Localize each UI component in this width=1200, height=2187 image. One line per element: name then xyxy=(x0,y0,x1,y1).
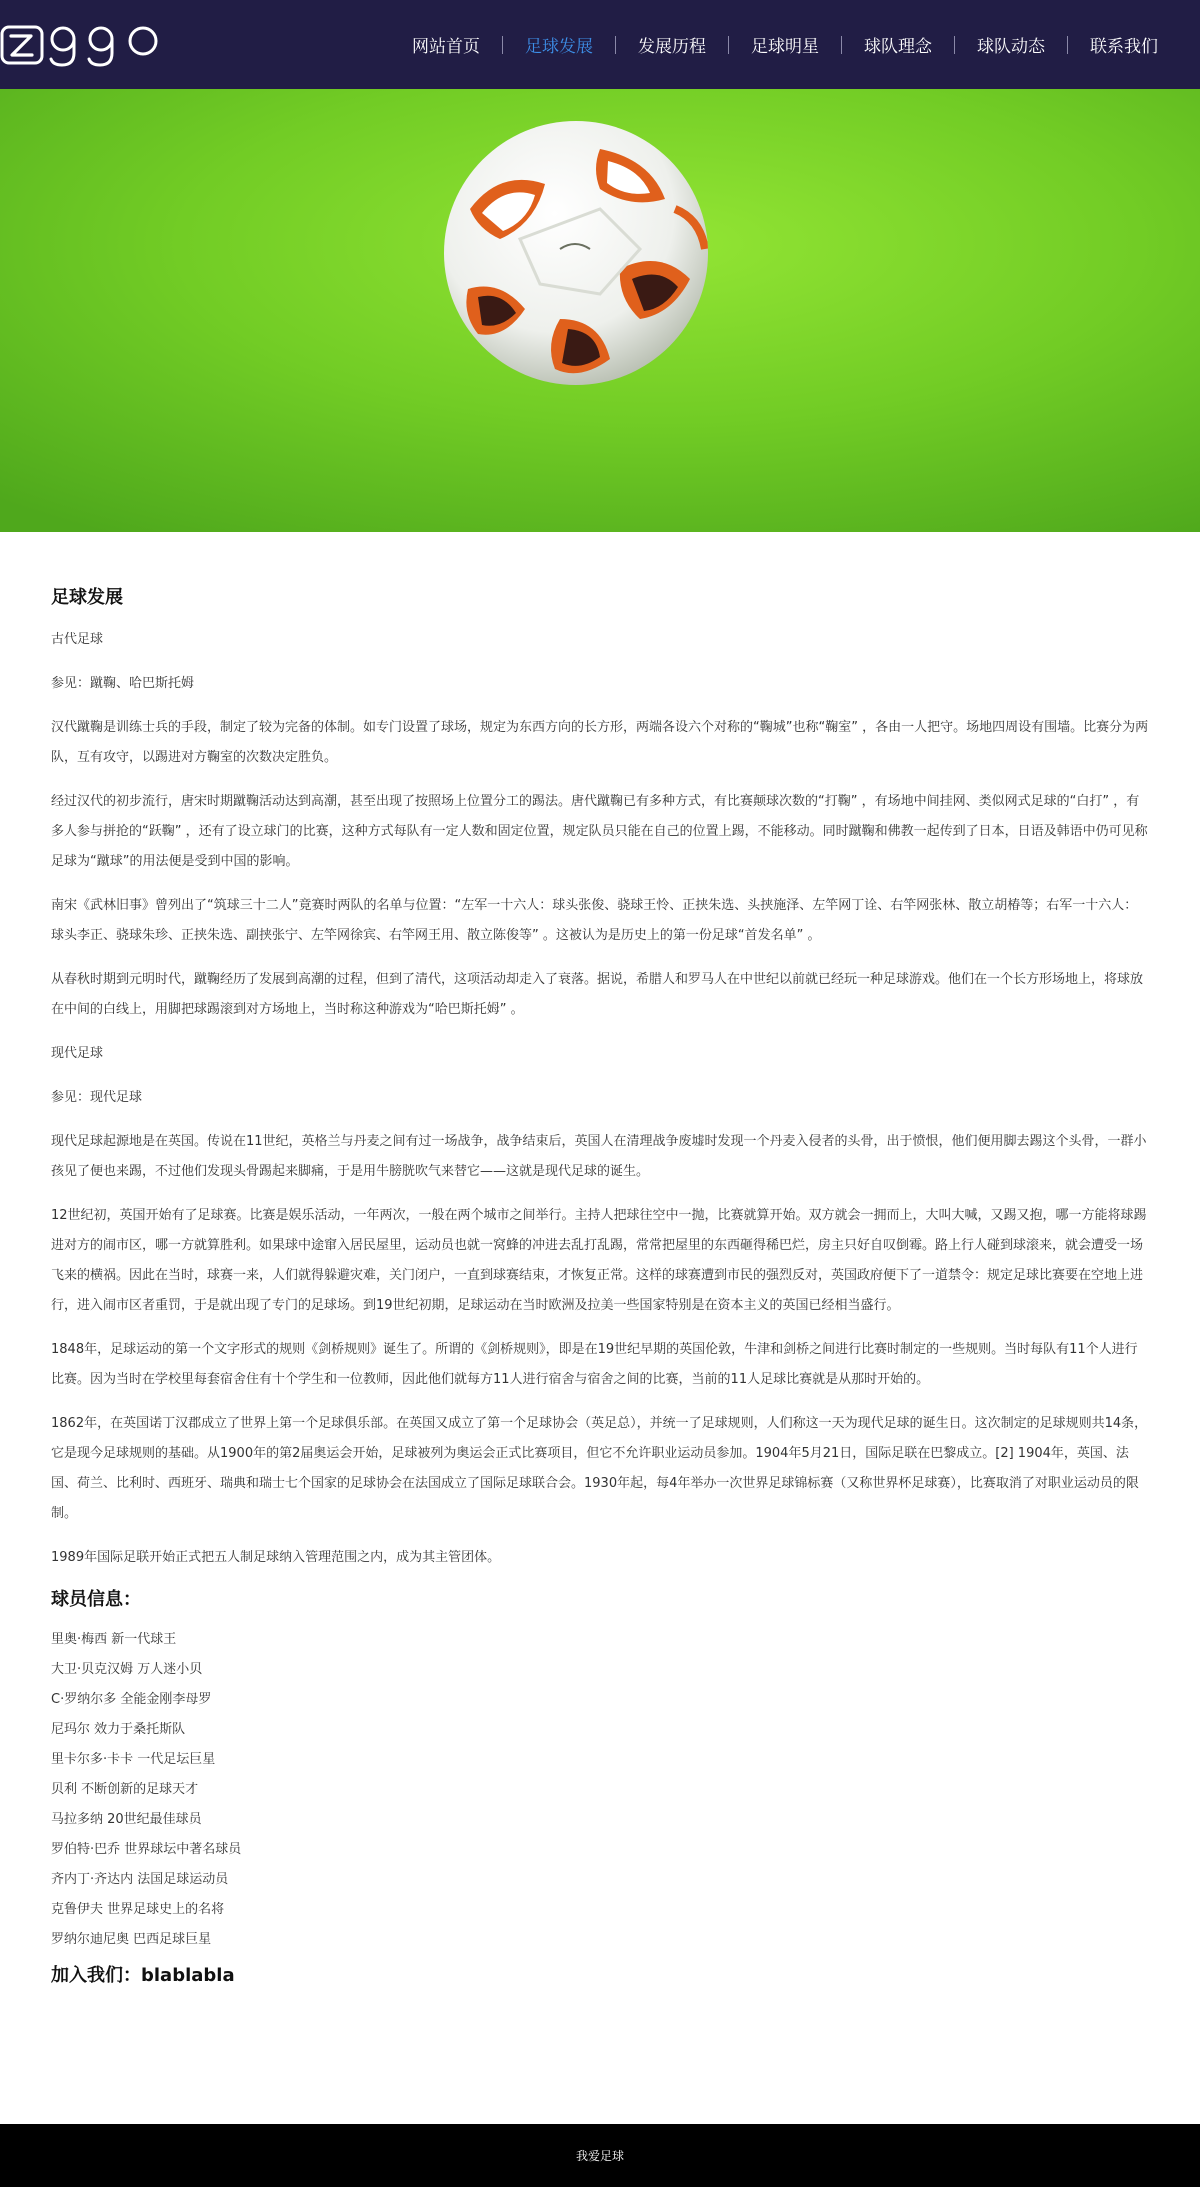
article-content xyxy=(51,583,1149,1991)
list-item: 里卡尔多·卡卡 一代足坛巨星 xyxy=(51,1752,216,1767)
footer-text: 我爱足球 xyxy=(575,2149,624,2163)
paragraph: 经过汉代的初步流行，唐宋时期蹴鞠活动达到高潮，甚至出现了按照场上位置分工的踢法。唐代蹴鞠已有多种方式，有比赛颠球次数的“打鞠” ，有场地中间挂网、类似网式足球的“白打” ，有多人参与拼抢的“跃鞠” ，还有了设立球门的比赛，这种方式每队有一定人数和固定位置，规定队员只能在自己的位置上踢，不能移动。同时蹴鞠和佛教一起传到了日本，日语及韩语中仍可见称足球为“蹴球”的用法便是受到中国的影响。 xyxy=(51,794,1148,869)
list-item: C·罗纳尔多 全能金刚李母罗 xyxy=(51,1692,212,1707)
list-item: 里奥·梅西 新一代球王 xyxy=(51,1632,177,1647)
list-item: 齐内丁·齐达内 法国足球运动员 xyxy=(51,1872,229,1887)
player-list xyxy=(51,1625,1149,1955)
paragraph: 现代足球 xyxy=(51,1046,104,1061)
nav-team-philosophy[interactable]: 球队理念 xyxy=(864,37,932,57)
soccer-ball-icon xyxy=(444,121,708,385)
paragraph: 1862年，在英国诺丁汉郡成立了世界上第一个足球俱乐部。在英国又成立了第一个足球协会（英足总），并统一了足球规则，人们称这一天为现代足球的诞生日。这次制定的足球规则共14条，它是现今足球规则的基础。从1900年的第2届奥运会开始，足球被列为奥运会正式比赛项目，但它不允许职业运动员参加。1904年5月21日，国际足联在巴黎成立。[2] 1904年，英国、法国、荷兰、比利时、西班牙、瑞典和瑞士七个国家的足球协会在法国成立了国际足球联合会。1930年起，每4年举办一次世界足球锦标赛（又称世界杯足球赛），比赛取消了对职业运动员的限制。 xyxy=(51,1416,1148,1521)
paragraph: 参见：蹴鞠、哈巴斯托姆 xyxy=(51,676,195,691)
paragraph: 古代足球 xyxy=(51,632,104,647)
main-nav xyxy=(390,0,1200,89)
paragraph: 南宋《武林旧事》曾列出了“筑球三十二人”竟赛时两队的名单与位置：“左军一十六人：球头张俊、骁球王怜、正挟朱选、头挟施泽、左竿网丁诠、右竿网张林、散立胡椿等；右军一十六人：球头李正、骁球朱珍、正挟朱选、副挟张宁、左竿网徐宾、右竿网王用、散立陈俊等” 。这被认为是历史上的第一份足球“首发名单” 。 xyxy=(51,898,1138,943)
nav-home[interactable]: 网站首页 xyxy=(412,37,480,57)
list-item: 罗纳尔迪尼奥 巴西足球巨星 xyxy=(51,1932,212,1947)
paragraph: 12世纪初，英国开始有了足球赛。比赛是娱乐活动，一年两次，一般在两个城市之间举行。主持人把球往空中一抛，比赛就算开始。双方就会一拥而上，大叫大喊，又踢又抱，哪一方能将球踢进对方的闹市区，哪一方就算胜利。如果球中途窜入居民屋里，运动员也就一窝蜂的冲进去乱打乱踢，常常把屋里的东西砸得稀巴烂，房主只好自叹倒霉。路上行人碰到球滚来，就会遭受一场飞来的横祸。因此在当时，球赛一来，人们就得躲避灾难，关门闭户，一直到球赛结束，才恢复正常。这样的球赛遭到市民的强烈反对，英国政府便下了一道禁令：规定足球比赛要在空地上进行，进入闹市区者重罚，于是就出现了专门的足球场。到19世纪初期，足球运动在当时欧洲及拉美一些国家特别是在资本主义的英国已经相当盛行。 xyxy=(51,1208,1147,1313)
join-us-heading: 加入我们：blablabla xyxy=(51,1965,235,1986)
site-footer xyxy=(0,2124,1200,2187)
players-title: 球员信息： xyxy=(51,1589,141,1610)
nav-football-development[interactable]: 足球发展 xyxy=(525,37,593,57)
list-item: 克鲁伊夫 世界足球史上的名将 xyxy=(51,1902,225,1917)
paragraph: 参见：现代足球 xyxy=(51,1090,143,1105)
list-item: 大卫·贝克汉姆 万人迷小贝 xyxy=(51,1662,203,1677)
paragraph: 从春秋时期到元明时代，蹴鞠经历了发展到高潮的过程，但到了清代，这项活动却走入了衰落。据说，希腊人和罗马人在中世纪以前就已经玩一种足球游戏。他们在一个长方形场地上，将球放在中间的白线上，用脚把球踢滚到对方场地上，当时称这种游戏为“哈巴斯托姆” 。 xyxy=(51,972,1144,1017)
hero-banner xyxy=(0,89,1200,532)
list-item: 罗伯特·巴乔 世界球坛中著名球员 xyxy=(51,1842,242,1857)
list-item: 尼玛尔 效力于桑托斯队 xyxy=(51,1722,186,1737)
nav-history[interactable]: 发展历程 xyxy=(638,37,706,57)
nav-contact[interactable]: 联系我们 xyxy=(1090,37,1158,57)
zggo-logo[interactable] xyxy=(0,17,172,69)
site-header xyxy=(0,0,1200,89)
article-title: 足球发展 xyxy=(51,587,123,608)
paragraph: 1989年国际足联开始正式把五人制足球纳入管理范围之内，成为其主管团体。 xyxy=(51,1550,501,1565)
paragraph: 汉代蹴鞠是训练士兵的手段，制定了较为完备的体制。如专门设置了球场，规定为东西方向的长方形，两端各设六个对称的“鞠城”也称“鞠室” ，各由一人把守。场地四周设有围墙。比赛分为两队，互有攻守，以踢进对方鞠室的次数决定胜负。 xyxy=(51,720,1149,765)
list-item: 马拉多纳 20世纪最佳球员 xyxy=(51,1812,202,1827)
paragraph: 1848年，足球运动的第一个文字形式的规则《剑桥规则》诞生了。所谓的《剑桥规则》，即是在19世纪早期的英国伦敦，牛津和剑桥之间进行比赛时制定的一些规则。当时每队有11个人进行比赛。因为当时在学校里每套宿舍住有十个学生和一位教师，因此他们就每方11人进行宿舍与宿舍之间的比赛，当前的11人足球比赛就是从那时开始的。 xyxy=(51,1342,1138,1387)
paragraph: 现代足球起源地是在英国。传说在11世纪，英格兰与丹麦之间有过一场战争，战争结束后，英国人在清理战争废墟时发现一个丹麦入侵者的头骨，出于愤恨，他们便用脚去踢这个头骨，一群小孩见了便也来踢，不过他们发现头骨踢起来脚痛，于是用牛膀胱吹气来替它——这就是现代足球的诞生。 xyxy=(51,1134,1147,1179)
list-item: 贝利 不断创新的足球天才 xyxy=(51,1782,199,1797)
nav-stars[interactable]: 足球明星 xyxy=(751,37,819,57)
soccer-ball-image xyxy=(0,89,1200,532)
nav-team-news[interactable]: 球队动态 xyxy=(977,37,1045,57)
